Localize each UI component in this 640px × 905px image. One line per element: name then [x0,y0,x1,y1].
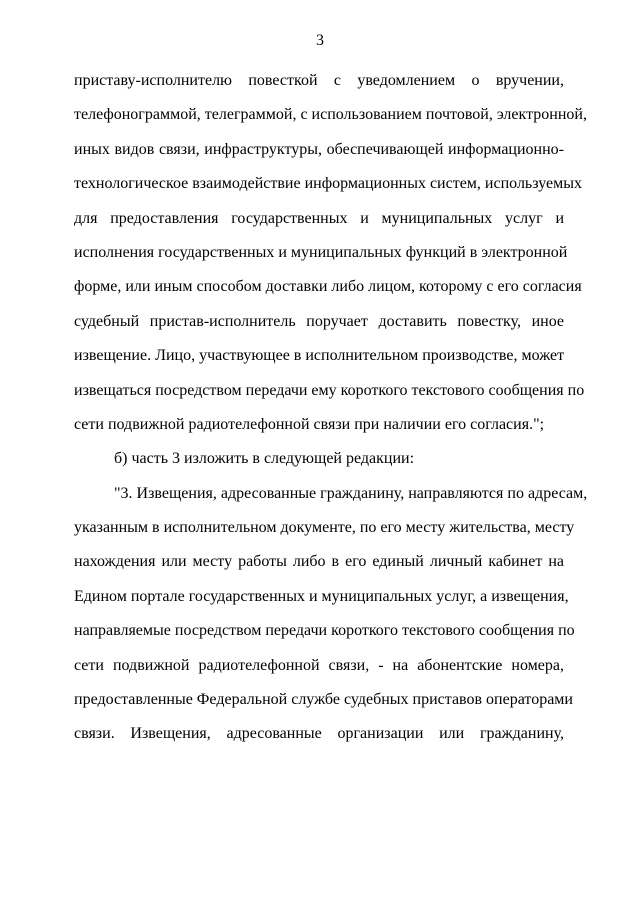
text-line: для предоставления государственных и муниципальных услуг и [74,209,564,227]
text-line: "3. Извещения, адресованные гражданину, направляются по адресам, [114,484,588,502]
text-line: извещение. Лицо, участвующее в исполнительном производстве, может [74,347,565,365]
text-line: б) часть 3 изложить в следующей редакции: [114,450,415,468]
text-line: Едином портале государственных и муниципальных услуг, а извещения, [74,587,569,605]
text-line: нахождения или месту работы либо в его единый личный кабинет на [74,553,564,571]
text-line: извещаться посредством передачи ему короткого текстового сообщения по [74,381,585,399]
text-line: приставу-исполнителю повесткой с уведомлением о вручении, [74,72,564,89]
text-line: судебный пристав-исполнитель поручает доставить повестку, иное [74,312,564,330]
text-line: телефонограммой, телеграммой, с использованием почтовой, электронной, [74,106,587,124]
text-line: иных видов связи, инфраструктуры, обеспечивающей информационно- [74,140,564,158]
text-line: форме, или иным способом доставки либо лицом, которому с его согласия [74,278,582,296]
text-line: сети подвижной радиотелефонной связи, - на абонентские номера, [74,656,564,674]
page-number: 3 [316,32,324,49]
text-line: направляемые посредством передачи короткого текстового сообщения по [74,622,575,640]
text-line: сети подвижной радиотелефонной связи при наличии его согласия."; [74,415,545,433]
text-line: указанным в исполнительном документе, по его месту жительства, месту [74,519,575,537]
text-line: связи. Извещения, адресованные организации или гражданину, [74,725,564,743]
document-body [74,64,588,752]
text-line: предоставленные Федеральной службе судебных приставов операторами [74,691,573,709]
text-line: исполнения государственных и муниципальных функций в электронной [74,243,568,261]
text-line: технологическое взаимодействие информационных систем, используемых [74,175,582,193]
